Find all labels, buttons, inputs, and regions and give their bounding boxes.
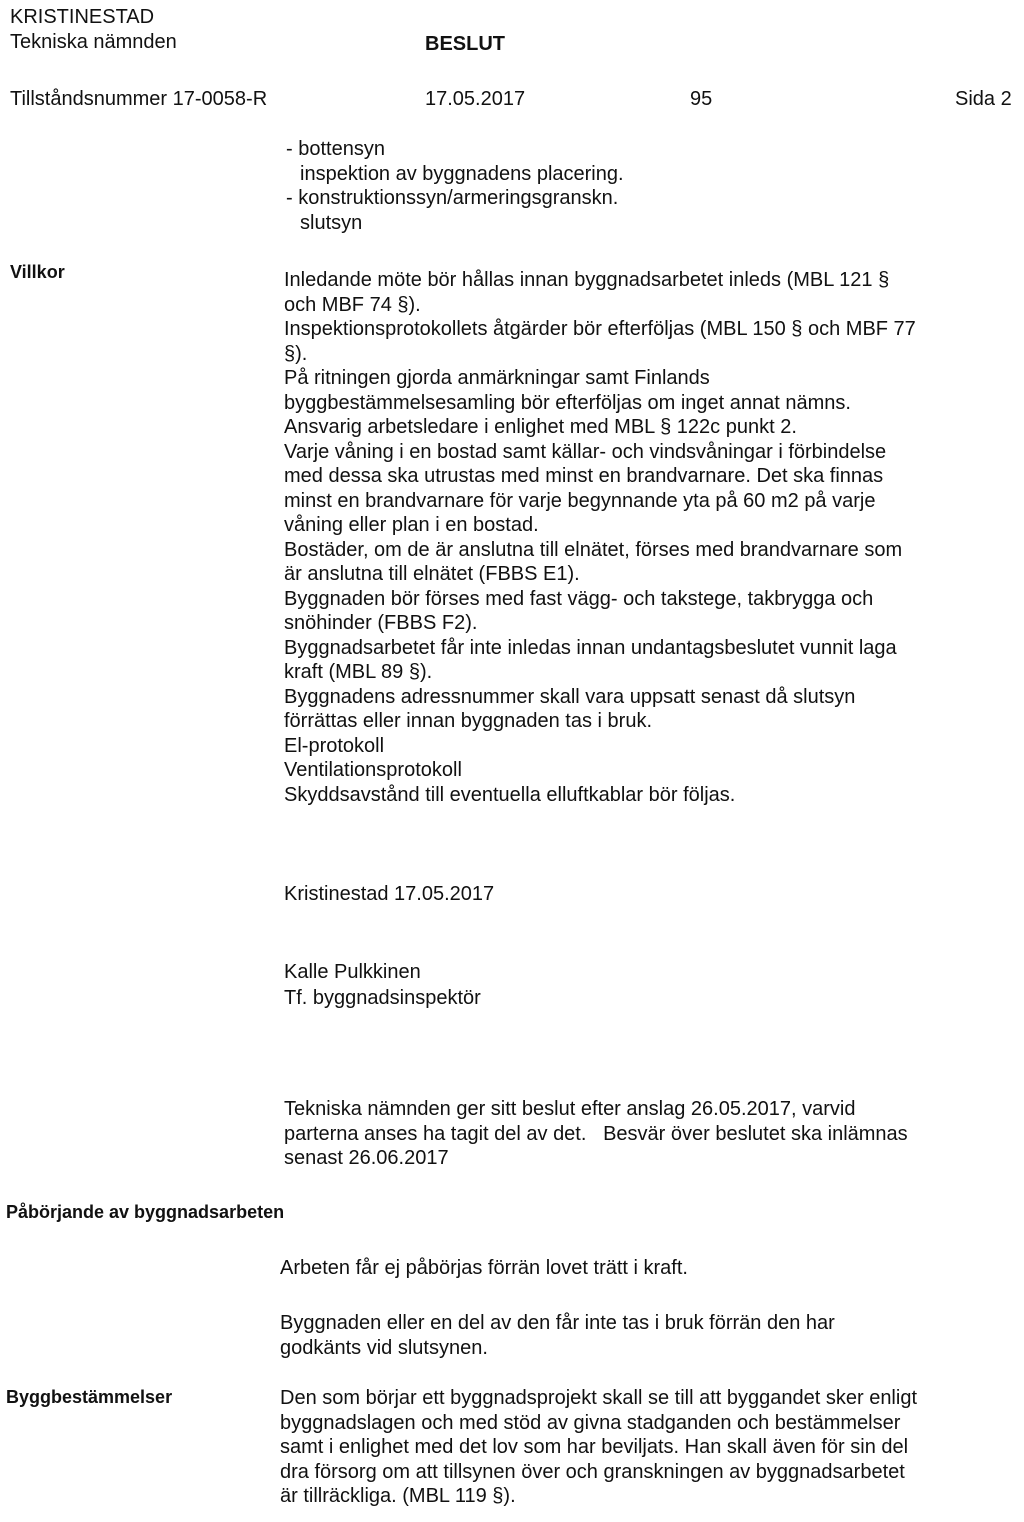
villkor-line: På ritningen gjorda anmärkningar samt Finlands: [284, 367, 710, 389]
notice-line: parterna anses ha tagit del av det. Besvär över beslutet ska inlämnas: [284, 1122, 908, 1145]
page-number: Sida 2: [955, 88, 1012, 110]
signature-place-date: Kristinestad 17.05.2017: [284, 883, 495, 905]
villkor-line: och MBF 74 §).: [284, 293, 421, 316]
inspection-item: slutsyn: [300, 211, 363, 234]
villkor-text: [284, 268, 916, 807]
inspection-item: - konstruktionssyn/armeringsgranskn.: [286, 187, 619, 209]
notice-line: Tekniska nämnden ger sitt beslut efter anslag 26.05.2017, varvid: [284, 1098, 856, 1120]
villkor-line: Inspektionsprotokollets åtgärder bör efterföljas (MBL 150 § och MBF 77: [284, 318, 916, 340]
permit-number: Tillståndsnummer 17-0058-R: [10, 88, 268, 110]
villkor-line: minst en brandvarnare för varje begynnande yta på 60 m2 på varje: [284, 489, 876, 512]
use-restriction-text: [280, 1311, 835, 1360]
building-rules-label: Byggbestämmelser: [6, 1387, 173, 1407]
building-rules-line: samt i enlighet med det lov som har beviljats. Han skall även för sin del: [280, 1436, 909, 1458]
villkor-line: El-protokoll: [284, 734, 385, 757]
building-rules-line: Den som börjar ett byggnadsprojekt skall se till att byggandet sker enligt: [280, 1387, 918, 1409]
villkor-line: Ventilationsprotokoll: [284, 759, 462, 781]
use-restriction-line: Byggnaden eller en del av den får inte tas i bruk förrän den har: [280, 1312, 835, 1334]
villkor-line: Inledande möte bör hållas innan byggnadsarbetet inleds (MBL 121 §: [284, 269, 890, 291]
signer-title: Tf. byggnadsinspektör: [284, 987, 481, 1009]
villkor-line: Byggnadsarbetet får inte inledas innan undantagsbeslutet vunnit laga: [284, 636, 897, 659]
use-restriction-line: godkänts vid slutsynen.: [280, 1336, 488, 1359]
villkor-line: Byggnadens adressnummer skall vara uppsatt senast då slutsyn: [284, 685, 856, 708]
villkor-line: byggbestämmelsesamling bör efterföljas om inget annat nämns.: [284, 391, 851, 414]
decision-date: 17.05.2017: [425, 88, 526, 110]
inspection-item: inspektion av byggnadens placering.: [300, 162, 624, 185]
board-name: Tekniska nämnden: [10, 31, 177, 53]
villkor-line: kraft (MBL 89 §).: [284, 661, 433, 683]
villkor-line: Byggnaden bör förses med fast vägg- och takstege, takbrygga och: [284, 587, 874, 610]
villkor-line: Varje våning i en bostad samt källar- och vindsvåningar i förbindelse: [284, 440, 887, 463]
villkor-line: §).: [284, 342, 308, 365]
paragraph-number: 95: [690, 88, 713, 110]
start-of-work-label: Påbörjande av byggnadsarbeten: [6, 1202, 285, 1222]
villkor-label: Villkor: [10, 262, 65, 282]
building-rules-text: [280, 1386, 917, 1509]
notice-line: senast 26.06.2017: [284, 1147, 449, 1169]
villkor-line: Skyddsavstånd till eventuella elluftkablar bör följas.: [284, 783, 736, 806]
document-type: BESLUT: [425, 33, 505, 55]
villkor-line: Ansvarig arbetsledare i enlighet med MBL § 122c punkt 2.: [284, 416, 797, 438]
villkor-line: Bostäder, om de är anslutna till elnätet, förses med brandvarnare som: [284, 538, 903, 561]
villkor-line: våning eller plan i en bostad.: [284, 514, 539, 536]
inspection-list: [286, 137, 624, 235]
inspection-item: - bottensyn: [286, 138, 385, 160]
building-rules-line: dra försorg om att tillsynen över och granskningen av byggnadsarbetet: [280, 1460, 905, 1483]
villkor-line: snöhinder (FBBS F2).: [284, 612, 478, 634]
villkor-line: förrättas eller innan byggnaden tas i bruk.: [284, 710, 652, 732]
building-rules-line: är tillräckliga. (MBL 119 §).: [280, 1485, 516, 1507]
municipality-name: KRISTINESTAD: [10, 6, 155, 28]
villkor-line: är anslutna till elnätet (FBBS E1).: [284, 563, 580, 585]
villkor-line: med dessa ska utrustas med minst en brandvarnare. Det ska finnas: [284, 465, 884, 487]
building-rules-line: byggnadslagen och med stöd av givna stadganden och bestämmelser: [280, 1411, 901, 1434]
appeal-notice: [284, 1097, 908, 1171]
start-of-work-text: Arbeten får ej påbörjas förrän lovet trätt i kraft.: [280, 1257, 688, 1279]
signer-name: Kalle Pulkkinen: [284, 961, 421, 983]
